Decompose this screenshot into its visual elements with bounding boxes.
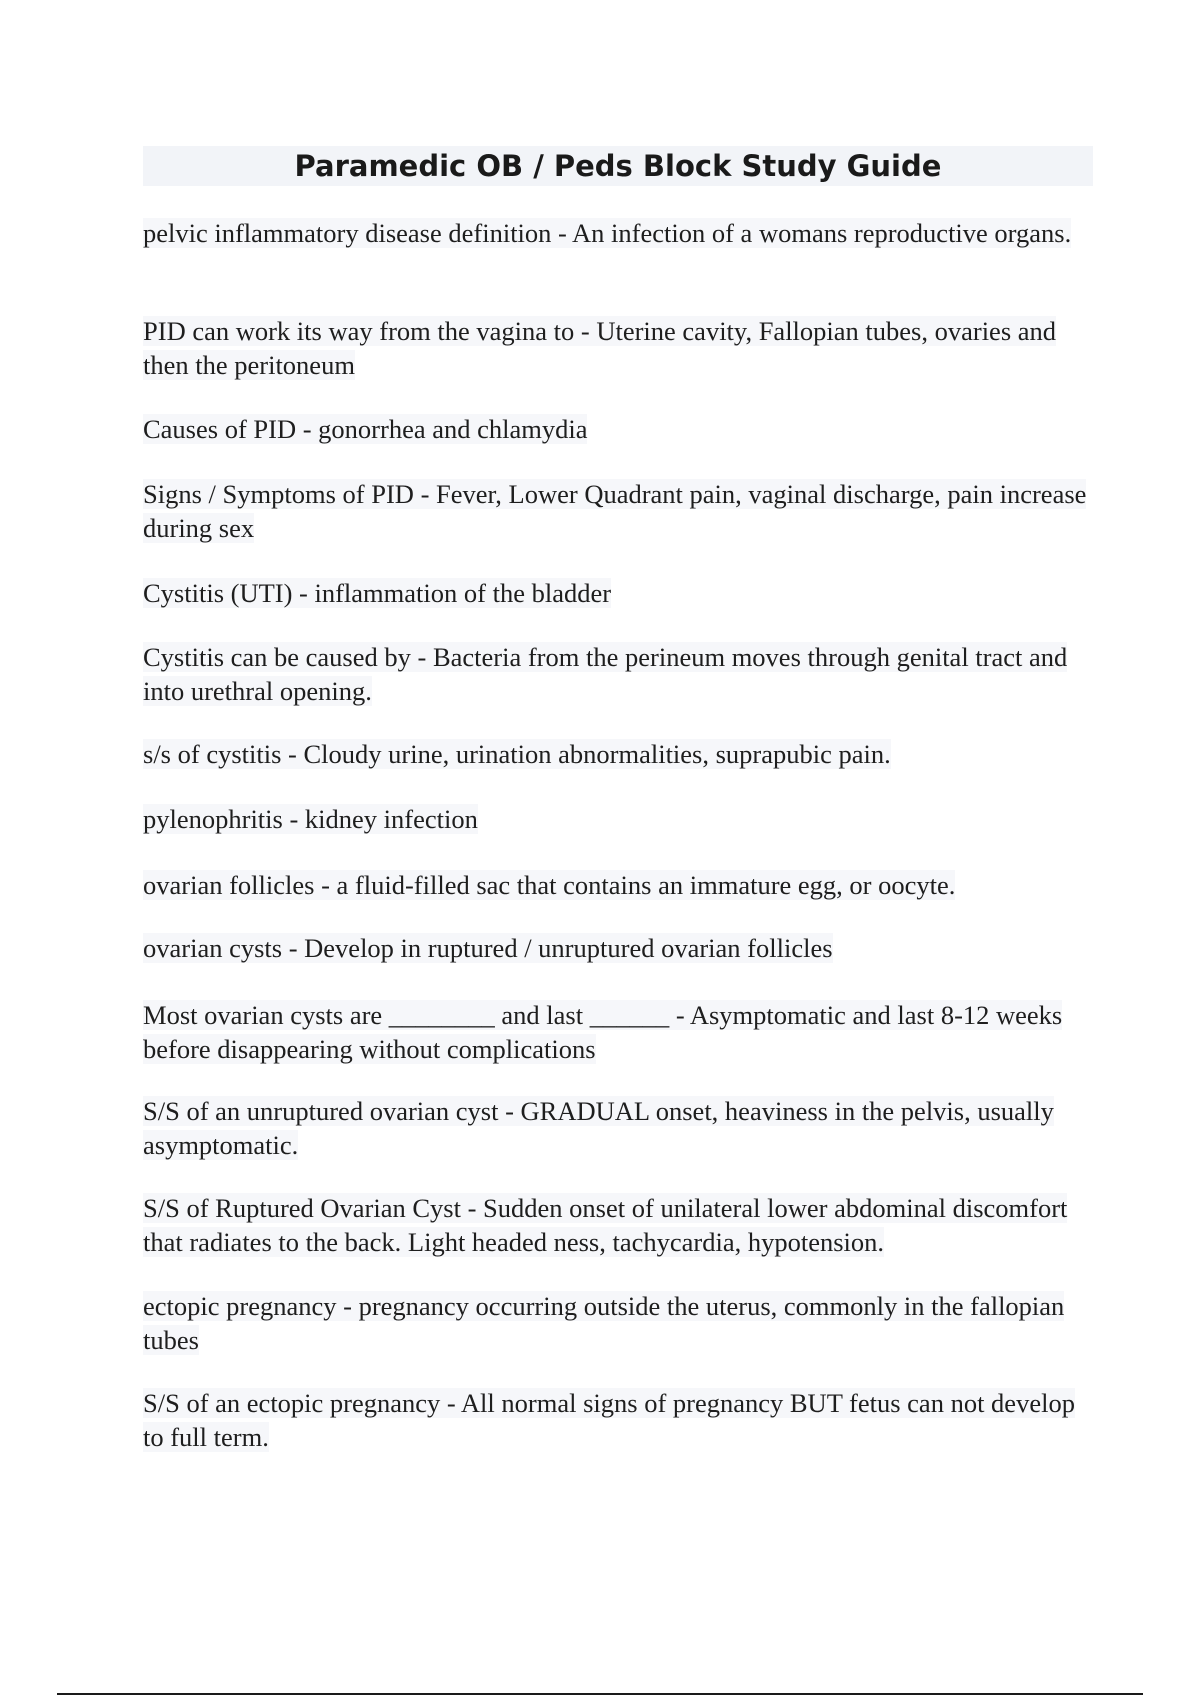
study-entry-text: Causes of PID - gonorrhea and chlamydia — [143, 414, 588, 444]
study-entry-text: S/S of Ruptured Ovarian Cyst - Sudden onset of unilateral lower abdominal discomfort that radiates to the back. Light headed ness, tachycardia, hypotension. — [143, 1193, 1068, 1257]
study-entry-text: Cystitis (UTI) - inflammation of the bladder — [143, 578, 612, 608]
study-entry-text: s/s of cystitis - Cloudy urine, urination abnormalities, suprapubic pain. — [143, 739, 891, 769]
study-entry — [143, 412, 1093, 446]
study-entry-text: ovarian cysts - Develop in ruptured / unruptured ovarian follicles — [143, 933, 833, 963]
page-title: Paramedic OB / Peds Block Study Guide — [143, 146, 1093, 186]
study-entry — [143, 314, 1093, 382]
study-entry — [143, 998, 1093, 1066]
study-entry — [143, 1191, 1093, 1259]
study-entry-text: ectopic pregnancy - pregnancy occurring outside the uterus, commonly in the fallopian tubes — [143, 1291, 1065, 1355]
study-entry — [143, 737, 1093, 771]
study-entry-text: pylenophritis - kidney infection — [143, 804, 478, 834]
study-entry — [143, 640, 1093, 708]
study-entry-text: S/S of an ectopic pregnancy - All normal signs of pregnancy BUT fetus can not develop to full term. — [143, 1388, 1075, 1452]
study-entry — [143, 1289, 1093, 1357]
study-entry — [143, 802, 1093, 836]
study-entry — [143, 216, 1093, 250]
study-entry — [143, 576, 1093, 610]
study-entry — [143, 868, 1093, 902]
study-entry — [143, 1386, 1093, 1454]
study-entry-text: Cystitis can be caused by - Bacteria from the perineum moves through genital tract and into urethral opening. — [143, 642, 1068, 706]
study-entry — [143, 477, 1093, 545]
bottom-rule — [57, 1693, 1143, 1695]
study-entry-text: pelvic inflammatory disease definition - An infection of a womans reproductive organs. — [143, 218, 1072, 248]
study-entry-text: S/S of an unruptured ovarian cyst - GRADUAL onset, heaviness in the pelvis, usually asymptomatic. — [143, 1096, 1054, 1160]
study-entry — [143, 931, 1093, 965]
study-entry — [143, 1094, 1093, 1162]
study-entry-text: Signs / Symptoms of PID - Fever, Lower Quadrant pain, vaginal discharge, pain increase during sex — [143, 479, 1087, 543]
study-entry-text: ovarian follicles - a fluid-filled sac that contains an immature egg, or oocyte. — [143, 870, 956, 900]
study-entry-text: PID can work its way from the vagina to - Uterine cavity, Fallopian tubes, ovaries and then the peritoneum — [143, 316, 1057, 380]
study-entry-text: Most ovarian cysts are ________ and last ______ - Asymptomatic and last 8-12 weeks before disappearing without complications — [143, 1000, 1063, 1064]
